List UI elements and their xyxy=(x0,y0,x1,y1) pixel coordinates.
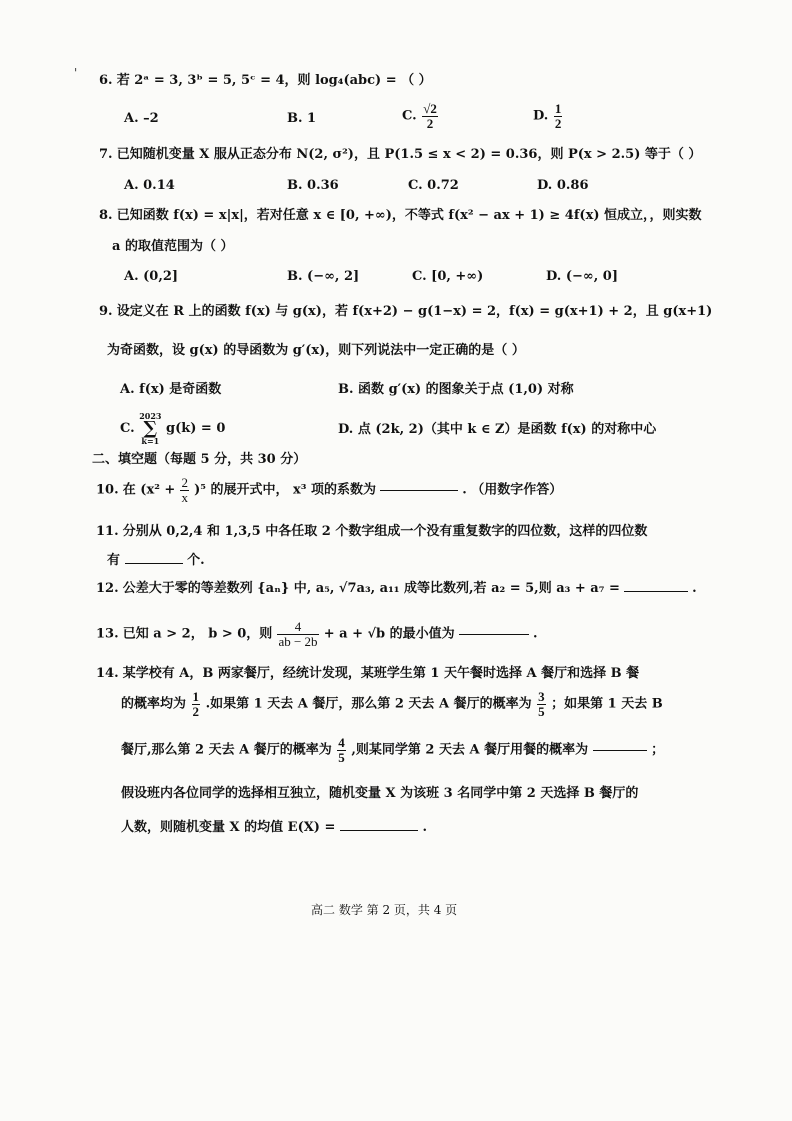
question-9-option-d: D. 点 (2k, 2)（其中 k ∈ Z）是函数 f(x) 的对称中心 xyxy=(338,422,657,437)
fraction-denominator: 2 xyxy=(426,116,434,131)
summation-symbol: 2023 ∑ k=1 xyxy=(139,411,162,446)
question-8-option-d: D. (−∞, 0] xyxy=(546,269,618,284)
question-14-line3 xyxy=(121,736,664,765)
question-12-number: 12. xyxy=(96,581,119,596)
question-12-text: 公差大于零的等差数列 {aₙ} 中, a₅, √7a₃, a₁₁ 成等比数列,若 a₂ = 5,则 a₃ + a₇ = xyxy=(122,581,620,596)
fraction-numerator: 4 xyxy=(277,620,318,635)
fraction-numerator: 1 xyxy=(192,689,200,704)
question-10-tail: . （用数字作答） xyxy=(462,482,563,498)
question-8-stem-line2: a 的取值范围为（ ） xyxy=(112,239,234,254)
question-11-line2-pre: 有 xyxy=(107,553,121,568)
answer-blank[interactable] xyxy=(459,634,529,635)
question-10-pre: 在 (x² + xyxy=(122,482,176,498)
question-13-tail: . xyxy=(532,626,538,642)
question-12-tail: . xyxy=(692,581,697,596)
question-8-option-a: A. (0,2] xyxy=(124,269,179,284)
question-11-line2-post: 个. xyxy=(187,553,205,568)
page-mark: ' xyxy=(74,66,78,80)
fraction-numerator: 3 xyxy=(538,689,545,704)
question-14-three-fifths-fraction xyxy=(537,690,546,719)
fraction-denominator: ab − 2b xyxy=(278,634,318,649)
summation-lower-limit: k=1 xyxy=(141,436,160,446)
question-11 xyxy=(96,523,647,541)
answer-blank[interactable] xyxy=(380,490,458,491)
fraction-numerator: 1 xyxy=(554,101,562,116)
question-12 xyxy=(96,580,697,598)
question-8-number: 8. xyxy=(99,208,113,223)
question-6-option-d-fraction xyxy=(554,102,563,131)
question-6-number: 6. xyxy=(99,73,113,88)
question-9-option-a: A. f(x) 是奇函数 xyxy=(120,382,222,397)
question-11-line1: 分别从 0,2,4 和 1,3,5 中各任取 2 个数字组成一个没有重复数字的四位数，这样的四位数 xyxy=(122,524,648,539)
question-14-four-fifths-fraction xyxy=(337,736,346,765)
question-6-text: 若 2ᵃ = 3, 3ᵇ = 5, 5ᶜ = 4，则 log₄(abc) = （ ） xyxy=(116,73,432,88)
question-6-option-d-label: D. xyxy=(533,108,549,124)
section-2-heading: 二、填空题（每题 5 分，共 30 分） xyxy=(92,452,307,467)
question-14-line3-tail: ； xyxy=(651,742,665,758)
question-13-pre: 已知 a > 2， b > 0，则 xyxy=(122,626,273,642)
question-14-line2-mid: .如果第 1 天去 A 餐厅，那么第 2 天去 A 餐厅的概率为 xyxy=(205,696,532,712)
question-14-line2-pre: 的概率均为 xyxy=(121,696,187,712)
answer-blank[interactable] xyxy=(340,830,418,831)
fraction-denominator: 2 xyxy=(192,704,200,719)
question-14-line1-text: 某学校有 A，B 两家餐厅，经统计发现，某班学生第 1 天午餐时选择 A 餐厅和选择 B 餐 xyxy=(122,666,640,681)
fraction-numerator: √2 xyxy=(423,101,437,116)
question-6-option-c-fraction xyxy=(422,102,438,131)
question-9-option-c-label: C. xyxy=(120,421,135,436)
question-14-number: 14. xyxy=(96,666,119,681)
fraction-denominator: 5 xyxy=(338,750,345,765)
question-14-line5-tail: . xyxy=(422,820,427,835)
question-14-line2 xyxy=(121,690,663,719)
question-6-option-a: A. –2 xyxy=(124,111,159,126)
summation-upper-limit: 2023 xyxy=(139,411,162,421)
question-7-option-d: D. 0.86 xyxy=(537,178,589,193)
fraction-numerator: 4 xyxy=(338,735,345,750)
question-7-stem xyxy=(99,146,701,164)
question-14-line1 xyxy=(96,665,639,683)
question-6-option-c-label: C. xyxy=(402,108,417,124)
question-6-stem xyxy=(99,72,432,90)
question-6-option-d xyxy=(533,102,563,131)
question-7-option-c: C. 0.72 xyxy=(408,178,459,193)
question-9-stem-line2: 为奇函数，设 g(x) 的导函数为 g′(x)，则下列说法中一定正确的是（ ） xyxy=(107,343,525,358)
question-10-post: )⁵ 的展开式中， x³ 项的系数为 xyxy=(194,482,376,498)
question-6-option-b: B. 1 xyxy=(287,111,317,126)
question-14-line4: 假设班内各位同学的选择相互独立，随机变量 X 为该班 3 名同学中第 2 天选择 B 餐厅的 xyxy=(121,786,639,801)
question-7-option-b: B. 0.36 xyxy=(287,178,339,193)
question-8-option-b: B. (−∞, 2] xyxy=(287,269,360,284)
fraction-numerator: 2 xyxy=(181,475,188,490)
question-10-fraction xyxy=(180,476,189,505)
question-13-number: 13. xyxy=(96,626,119,642)
answer-blank[interactable] xyxy=(624,591,688,592)
question-11-number: 11. xyxy=(96,524,119,539)
question-8-option-c: C. [0, +∞) xyxy=(412,269,484,284)
question-8-text: 已知函数 f(x) = x|x|，若对任意 x ∈ [0, +∞)，不等式 f(x² − ax + 1) ≥ 4f(x) 恒成立，，则实数 xyxy=(116,208,702,223)
question-10-number: 10. xyxy=(96,482,119,498)
question-9-text: 设定义在 R 上的函数 f(x) 与 g(x)，若 f(x+2) − g(1−x) = 2，f(x) = g(x+1) + 2，且 g(x+1) xyxy=(116,304,713,319)
question-9-option-c xyxy=(120,412,225,446)
question-9-option-c-text: g(k) = 0 xyxy=(165,421,226,436)
question-13 xyxy=(96,620,537,649)
question-13-fraction xyxy=(277,620,318,649)
question-8-stem xyxy=(99,207,702,225)
question-9-stem xyxy=(99,303,712,321)
question-14-line5 xyxy=(121,819,427,837)
question-7-text: 已知随机变量 X 服从正态分布 N(2, σ²)，且 P(1.5 ≤ x < 2) = 0.36，则 P(x > 2.5) 等于（ ） xyxy=(116,147,702,162)
question-9-option-b: B. 函数 g′(x) 的图象关于点 (1,0) 对称 xyxy=(338,382,574,397)
answer-blank[interactable] xyxy=(593,750,647,751)
question-14-half-fraction xyxy=(192,690,201,719)
question-9-number: 9. xyxy=(99,304,113,319)
question-7-number: 7. xyxy=(99,147,113,162)
fraction-denominator: x xyxy=(181,490,188,505)
fraction-denominator: 5 xyxy=(538,704,545,719)
fraction-denominator: 2 xyxy=(554,116,562,131)
question-14-line3-post: ,则某同学第 2 天去 A 餐厅用餐的概率为 xyxy=(351,742,589,758)
question-7-option-a: A. 0.14 xyxy=(124,178,175,193)
question-6-option-c xyxy=(402,102,439,131)
question-11-line2 xyxy=(107,552,205,570)
page-footer: 高二 数学 第 2 页，共 4 页 xyxy=(311,903,458,917)
question-14-line3-pre: 餐厅,那么第 2 天去 A 餐厅的概率为 xyxy=(121,742,332,758)
question-14-line5-pre: 人数，则随机变量 X 的均值 E(X) = xyxy=(121,820,336,835)
question-14-line2-post: ；如果第 1 天去 B xyxy=(551,696,663,712)
question-13-post: + a + √b 的最小值为 xyxy=(323,626,455,642)
answer-blank[interactable] xyxy=(125,563,183,564)
question-10 xyxy=(96,476,562,505)
